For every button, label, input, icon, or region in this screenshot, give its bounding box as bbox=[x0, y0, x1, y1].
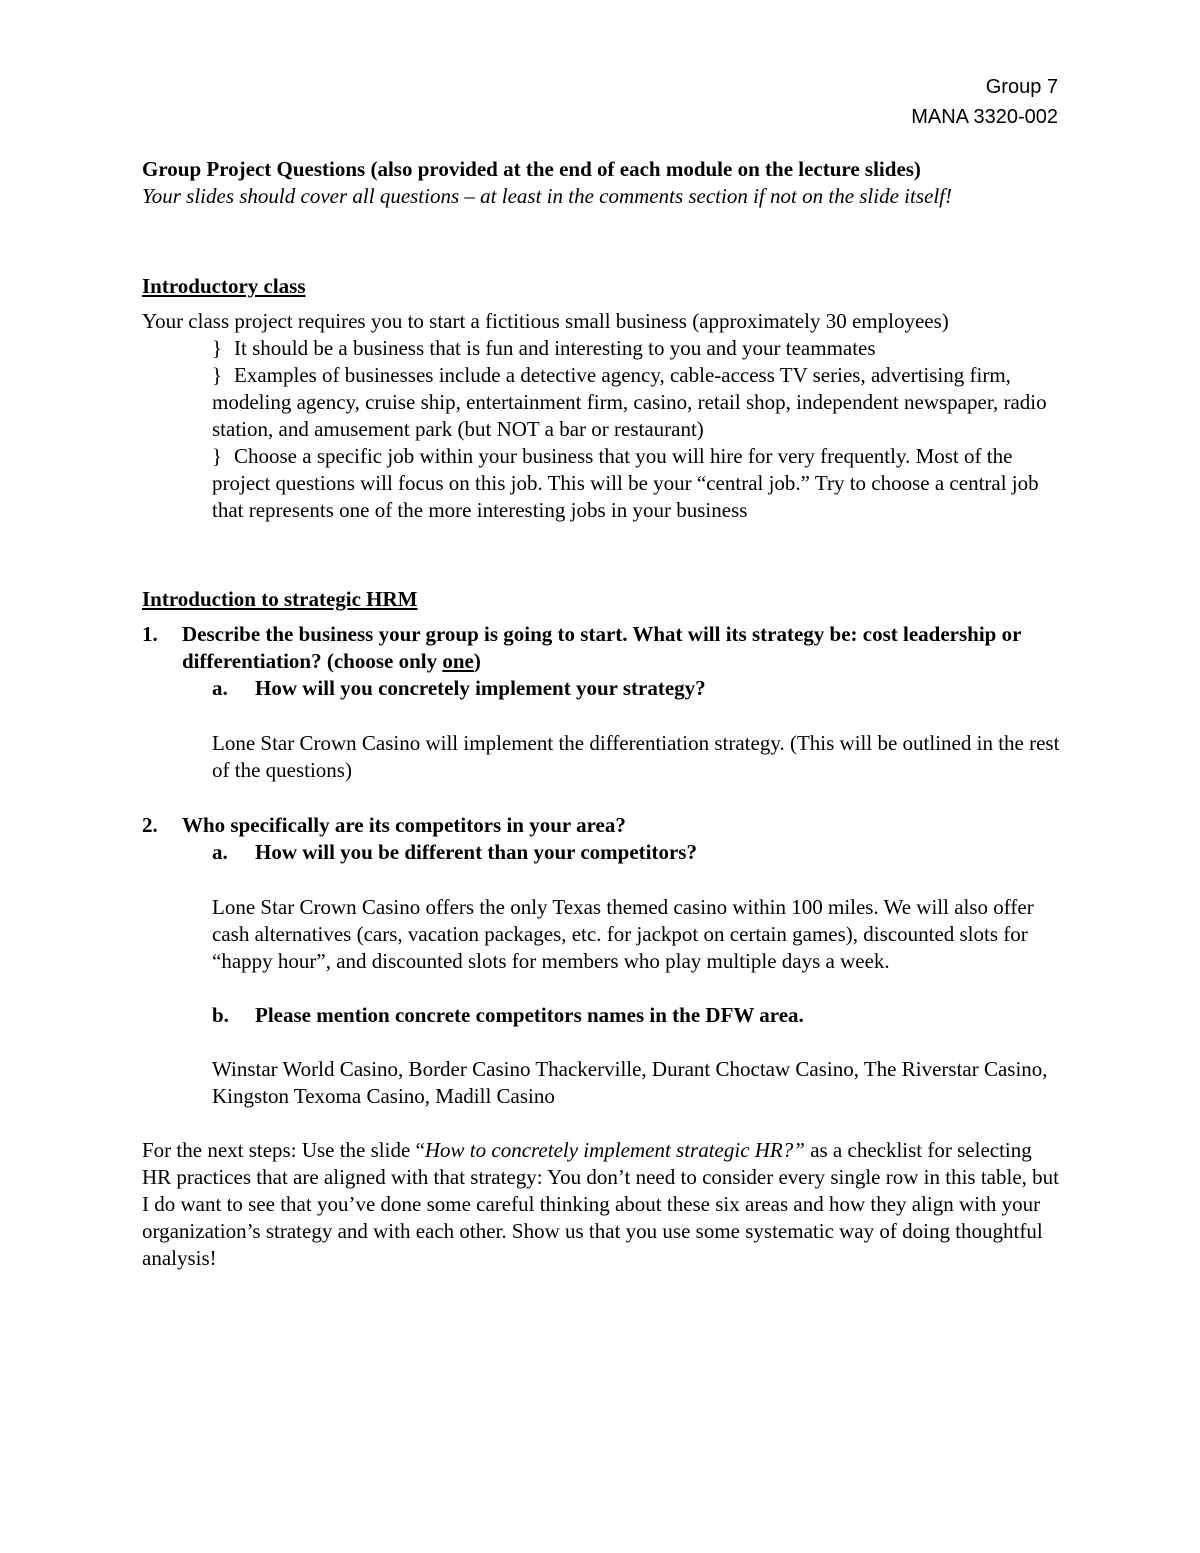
document-header bbox=[911, 72, 1058, 132]
answer-1a: Lone Star Crown Casino will implement the differentiation strategy. (This will be outlined in the rest of the questions) bbox=[212, 731, 1060, 782]
document-body bbox=[142, 156, 1062, 1272]
group-label: Group 7 bbox=[985, 76, 1058, 98]
section-heading-strategic-hrm: Introduction to strategic HRM bbox=[142, 587, 418, 611]
answer-2b: Winstar World Casino, Border Casino Thackerville, Durant Choctaw Casino, The Riverstar Casino, Kingston Texoma Casino, Madill Casino bbox=[212, 1057, 1048, 1108]
document-subtitle: Your slides should cover all questions – at least in the comments section if not on the slide itself! bbox=[142, 184, 952, 208]
closing-paragraph: For the next steps: Use the slide “How to concretely implement strategic HR?” as a checklist for selecting HR practices that are aligned with that strategy: You don’t need to consider every single row in this table, but I do want to see that you’ve done some careful thinking about these six areas and how they align with your organization’s strategy and with each other. Show us that you use some systematic way of doing thoughtful analysis! bbox=[142, 1138, 1059, 1270]
intro-lead: Your class project requires you to start a fictitious small business (approximately 30 employees) bbox=[142, 309, 949, 333]
bullet-icon: } bbox=[212, 444, 223, 468]
intro-bullet: } Examples of businesses include a detective agency, cable-access TV series, advertising firm, modeling agency, cruise ship, entertainment firm, casino, retail shop, independent newspaper, radio station, and amusement park (but NOT a bar or restaurant) bbox=[212, 363, 1047, 441]
answer-2a: Lone Star Crown Casino offers the only Texas themed casino within 100 miles. We will also offer cash alternatives (cars, vacation packages, etc. for jackpot on certain games), discounted slots for “happy hour”, and discounted slots for members who play multiple days a week. bbox=[212, 895, 1034, 973]
question-1: 1. Describe the business your group is going to start. What will its strategy be: cost leadership or differentiation? (choose only one) bbox=[142, 622, 1022, 673]
bullet-icon: } bbox=[212, 336, 223, 360]
question-2: 2. Who specifically are its competitors in your area? bbox=[142, 813, 626, 837]
document-title: Group Project Questions (also provided at the end of each module on the lecture slides) bbox=[142, 157, 921, 181]
bullet-icon: } bbox=[212, 363, 223, 387]
intro-bullet: } Choose a specific job within your business that you will hire for very frequently. Most of the project questions will focus on this job. This will be your “central job.” Try to choose a central job that represents one of the more interesting jobs in your business bbox=[212, 444, 1039, 522]
course-code: MANA 3320-002 bbox=[911, 106, 1058, 128]
question-2b: b. Please mention concrete competitors names in the DFW area. bbox=[212, 1003, 804, 1027]
question-1a: a. How will you concretely implement your strategy? bbox=[212, 676, 706, 700]
section-heading-introductory: Introductory class bbox=[142, 274, 306, 298]
intro-bullet: } It should be a business that is fun and interesting to you and your teammates bbox=[212, 336, 876, 360]
question-2a: a. How will you be different than your competitors? bbox=[212, 840, 697, 864]
